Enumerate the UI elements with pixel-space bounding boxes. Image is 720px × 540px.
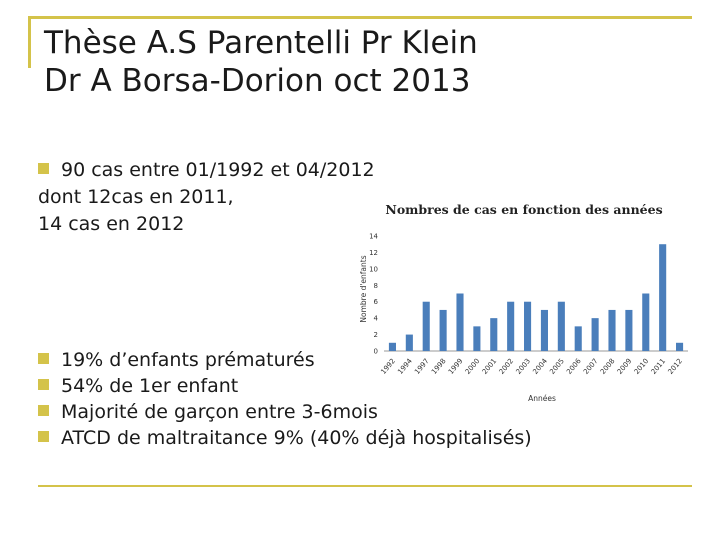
y-tick-label: 2 [373, 331, 378, 340]
x-tick-label: 2004 [531, 357, 549, 376]
x-tick-label: 2011 [649, 357, 668, 376]
x-tick-label: 2007 [582, 357, 600, 376]
bar [575, 326, 582, 351]
bar [676, 343, 683, 351]
x-tick-label: 1999 [446, 357, 465, 376]
bar [541, 310, 548, 351]
y-tick-label: 12 [369, 248, 378, 257]
intro-line-3: 14 cas en 2012 [38, 213, 185, 235]
x-tick-label: 2005 [548, 357, 566, 376]
bar [490, 318, 497, 351]
y-axis-label: Nombre d'enfants [359, 255, 368, 323]
x-tick-label: 1997 [413, 357, 431, 376]
x-tick-label: 2012 [666, 357, 685, 376]
bar [608, 310, 615, 351]
bar [389, 343, 396, 351]
x-tick-label: 2006 [565, 357, 583, 376]
slide-title-line-2: Dr A Borsa-Dorion oct 2013 [44, 63, 471, 99]
y-tick-label: 6 [373, 298, 378, 307]
bar [406, 335, 413, 351]
bar [440, 310, 447, 351]
bar [524, 302, 531, 351]
bullet-text: 54% de 1er enfant [61, 375, 239, 397]
y-tick-label: 10 [369, 265, 378, 274]
bar [423, 302, 430, 351]
x-tick-label: 2003 [514, 357, 533, 376]
slide-title-line-1: Thèse A.S Parentelli Pr Klein [44, 25, 478, 61]
bar [507, 302, 514, 351]
x-tick-label: 1992 [379, 357, 397, 376]
bullet-text: ATCD de maltraitance 9% (40% déjà hospitalisés) [61, 427, 532, 449]
intro-line-2: dont 12cas en 2011, [38, 186, 234, 208]
x-tick-label: 2000 [463, 357, 482, 376]
y-tick-label: 4 [373, 314, 378, 323]
x-tick-label: 2002 [497, 357, 516, 376]
y-tick-label: 14 [369, 232, 378, 241]
bullet-text: Majorité de garçon entre 3-6mois [61, 401, 378, 423]
bar [456, 294, 463, 352]
bar [659, 244, 666, 351]
bar [642, 294, 649, 352]
x-axis-label: Années [528, 394, 556, 403]
x-tick-label: 2009 [615, 357, 634, 376]
y-tick-label: 0 [373, 347, 378, 356]
bar [558, 302, 565, 351]
x-tick-label: 1998 [430, 357, 448, 376]
x-tick-label: 2008 [598, 357, 617, 376]
bullet-text: 19% d’enfants prématurés [61, 349, 315, 371]
intro-text-1: 90 cas entre 01/1992 et 04/2012 [61, 159, 375, 181]
x-tick-label: 2001 [480, 357, 499, 376]
x-tick-label: 1994 [396, 357, 414, 376]
bar [625, 310, 632, 351]
x-tick-label: 2010 [632, 357, 651, 376]
chart-title: Nombres de cas en fonction des années [385, 202, 663, 217]
bar [473, 326, 480, 351]
bar [592, 318, 599, 351]
y-tick-label: 8 [373, 281, 378, 290]
